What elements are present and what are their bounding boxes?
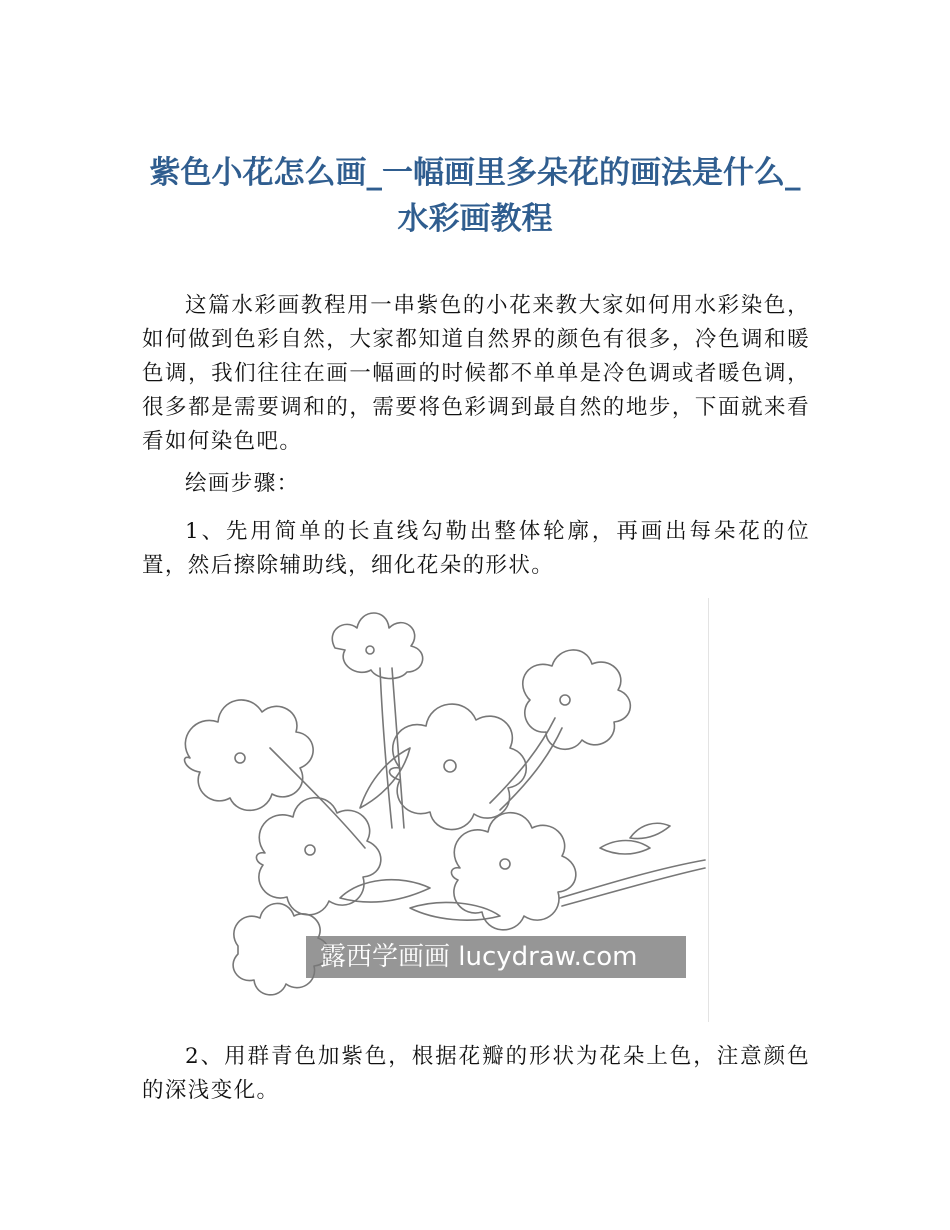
intro-paragraph: 这篇水彩画教程用一串紫色的小花来教大家如何用水彩染色，如何做到色彩自然，大家都知道自然界的颜色有很多，冷色调和暖色调，我们往往在画一幅画的时候都不单单是冷色调或者暖色调，很多都是需要调和的，需要将色彩调到最自然的地步，下面就来看看如何染色吧。 (142, 293, 810, 454)
image-edge-line (708, 598, 709, 1022)
steps-heading: 绘画步骤： (185, 471, 300, 496)
step-2-paragraph: 2、用群青色加紫色，根据花瓣的形状为花朵上色，注意颜色的深浅变化。 (142, 1044, 810, 1103)
step-1-paragraph: 1、先用简单的长直线勾勒出整体轮廓，再画出每朵花的位置，然后擦除辅助线，细化花朵的形状。 (142, 519, 810, 578)
watermark-label: 露西学画画 lucydraw.com (306, 936, 686, 978)
flower-sketch-image (160, 598, 712, 1022)
page-title: 紫色小花怎么画_一幅画里多朵花的画法是什么_水彩画教程 (149, 155, 801, 237)
